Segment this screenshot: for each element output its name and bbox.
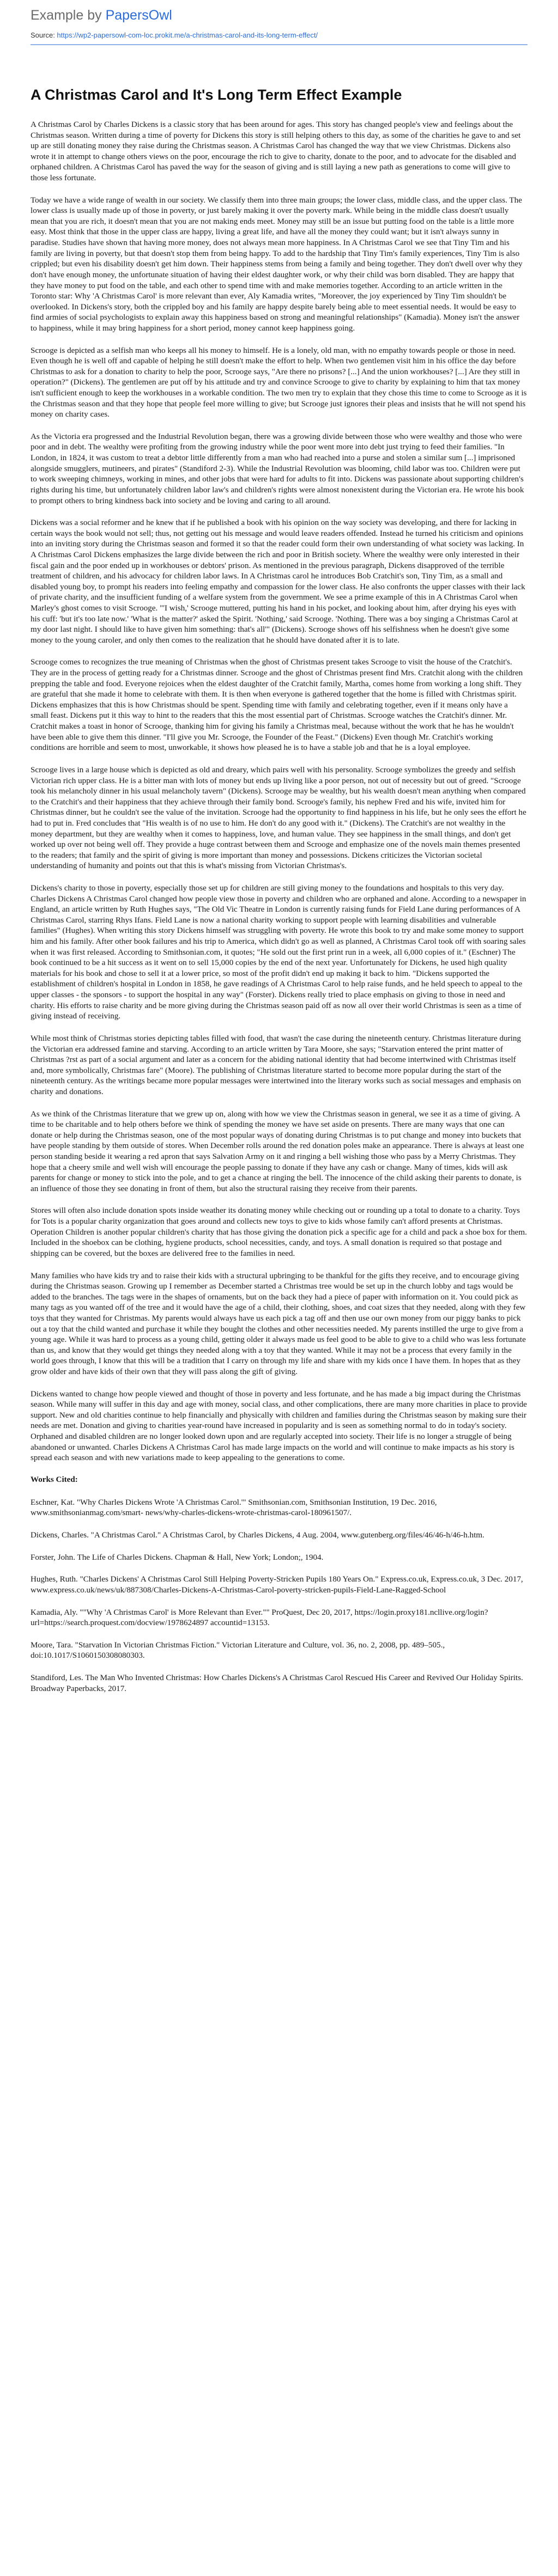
essay-title: A Christmas Carol and It's Long Term Effect Example bbox=[31, 87, 402, 103]
essay-paragraph: Dickens wanted to change how people viewed and thought of those in poverty and less fortunate, and he has made a big impact during the Christmas season. While many will suffer in this day and age with money, social class, and other complications, there are many more charities in place to provide support. New and old charities continue to help financially and physically with children and families during the Christmas season by making sure their needs are met. Donation and giving to charities year-round have increased in popularity and is seen as something normal to do in today's society. Orphaned and disabled children are no longer looked down upon and are regularly accepted into society. Their life is no longer a struggle of being abandoned or unwanted. Charles Dickens A Christmas Carol has made large impacts on the world and will continue to make impacts as his story is spread each season and with new variations made to keep appealing to the generations to come. bbox=[31, 1389, 527, 1463]
essay-paragraph: While most think of Christmas stories depicting tables filled with food, that wasn't the case during the nineteenth century. Christmas literature during the Victorian era addressed famine and starving. According to an article written by Tara Moore, she says; "Starvation entered the print matter of Christmas ?rst as part of a social argument and later as a concern for the abiding national identity that had become intertwined with Christmas itself and, more symbolically, Christmas fare" (Moore). The publishing of Christmas literature started to become more popular during the start of the nineteenth century. As the writings became more popular messages were intertwined into the literary works such as social messages and emphasis on charity and donations. bbox=[31, 1034, 521, 1096]
citation-entry: Forster, John. The Life of Charles Dickens. Chapman & Hall, New York; London;, 1904. bbox=[31, 1553, 324, 1562]
essay-paragraph: Today we have a wide range of wealth in our society. We classify them into three main groups; the lower class, middle class, and the upper class. The lower class is usually made up of those in poverty, or just barely making it over the poverty mark. While being in the middle class doesn't usually mean that you are rich, it doesn't mean that you are not making ends meet. Money may still be an issue but putting food on the table is a little more easy. Most think that those in the upper class are happy, living a great life, and have all the money they could want; but it isn't always sunny in paradise. Studies have shown that having more money, does not always mean more happiness. In A Christmas Carol we see that Tiny Tim and his family are living in poverty, but that doesn't stop them from being happy. To add to the hardship that Tiny Tim's family experiences, Tiny Tim is also crippled; but even his disability doesn't get him down. Their happiness stems from being a family and being together. They don't dwell over why they don't have enough money, the unfortunate situation of having their eldest daughter work, or why their child was born disabled. They are happy that they have money to put food on the table, and each other to spend time with and make memories together. According to an article written in the Toronto star: Why 'A Christmas Carol' is more relevant than ever, Aly Kamadia writes, "Moreover, the joy experienced by Tiny Tim shouldn't be overlooked. In Dickens's story, both the crippled boy and his family are happy despite barely being able to meet essential needs. It would be easy to find armies of social psychologists to explain away this happiness based on strong and meaningful relationships" (Kamadia). Money isn't the answer to happiness, while it may bring happiness for a short period, money cannot keep happiness going. bbox=[31, 196, 523, 333]
brand-prefix: Example by bbox=[31, 8, 106, 23]
essay-paragraph: A Christmas Carol by Charles Dickens is a classic story that has been around for ages. This story has changed people's view and feelings about the Christmas season. Written during a time of poverty for Dickens this story is still helping others to this day, as some of the charities he gave to and set up are still donating money they raise during the Christmas season. A Christmas Carol has changed the way that we view Christmas. Dickens also wrote it in attempt to change others views on the poor, encourage the rich to give to charity, donate to the poor, and to advocate for the disabled and orphaned children. A Christmas Carol has paved the way for the season of giving and is still laying a new path as generations to come will give to those less fortunate. bbox=[31, 120, 521, 183]
essay-paragraph: Many families who have kids try and to raise their kids with a structural upbringing to be thankful for the gifts they receive, and to encourage giving during the Christmas season. Growing up I remember as December started a Christmas tree would be set up in the church lobby and tags would be added to the branches. The tags were in the shapes of ornaments, but on the back they had a piece of paper with information on it. You could pick as many tags as you wanted off of the tree and it would have the age of a child, their clothing, shoes, and coat sizes that they needed, along with they few toys that they wanted for Christmas. My parents would always have us each pick a tag off and then use our own money from our piggy banks to pick out a toy that the child wanted and purchase it while they bought the clothes and other necessities needed. My parents instilled the urge to give from a young age. While it was hard to process as a young child, getting older it always made us feel good to be able to give to a child who was less fortunate than us, and know that they would get things they needed along with a toy that they wanted. While it may not be a process that every family in the world goes through, I know that this will be a tradition that I carry on through my life and share with my kids once I have them. In hopes that as they grow older and have kids of their own that they will pass along the gift of giving. bbox=[31, 1271, 526, 1376]
citation-entry: Standiford, Les. The Man Who Invented Christmas: How Charles Dickens's A Christmas Carol Rescued His Career and Revived Our Holiday Spirits. Broadway Paperbacks, 2017. bbox=[31, 1673, 523, 1693]
essay-paragraph: As we think of the Christmas literature that we grew up on, along with how we view the Christmas season in general, we see it as a time of giving. A time to be charitable and to help others before we think of spending the money we have set aside on presents. There are many ways that one can donate or help during the Christmas season, one of the most popular ways of donating during Christmas is to put change and money into buckets that have people standing by them outside of stores. When December rolls around the red donation poles make an appearance. There is always at least one person standing beside it wearing a red apron that says Salvation Army on it and ringing a bell wishing those who pass by a Merry Christmas. They hope that a cheery smile and well wish will encourage the people passing to donate if they have any cash or change. Many of times, kids will ask parents for change or money to stick into the pole, and to get a chance at ringing the bell. The innocence of the child asking their parents to donate, is an influence of those they see donating in front of them, but also the structural raising they receive from their parents. bbox=[31, 1109, 524, 1193]
citation-entry: Dickens, Charles. "A Christmas Carol." A Christmas Carol, by Charles Dickens, 4 Aug. 2004, www.gutenberg.org/files/46/46-h/46-h.htm. bbox=[31, 1531, 484, 1540]
essay-body bbox=[31, 120, 527, 1464]
citation-entry: Kamadia, Aly. ""Why 'A Christmas Carol' is More Relevant than Ever."" ProQuest, Dec 20, 2017, https://login.proxy181.ncllive.org/login?url=https://search.proquest.com/docview/1978624897 accountid=13153. bbox=[31, 1608, 488, 1628]
brand-header bbox=[31, 8, 527, 23]
citation-entry: Hughes, Ruth. "Charles Dickens' A Christmas Carol Still Helping Poverty-Stricken Pupils 180 Years On." Express.co.uk, Express.co.uk, 3 Dec. 2017, www.express.co.uk/news/uk/887308/Charles-Dickens-A-Christmas-Carol-poverty-stricken-pupils-Field-Lane-Ragged-School bbox=[31, 1575, 523, 1595]
works-cited-section bbox=[31, 1475, 527, 1694]
citation-entry: Moore, Tara. "Starvation In Victorian Christmas Fiction." Victorian Literature and Culture, vol. 36, no. 2, 2008, pp. 489–505., doi:10.1017/S1060150308080303. bbox=[31, 1640, 445, 1661]
source-label: Source: bbox=[31, 31, 57, 39]
essay-paragraph: Scrooge lives in a large house which is depicted as old and dreary, which pairs well with his personality. Scrooge symbolizes the greedy and selfish Victorian rich upper class. He is a bitter man with lots of money but ends up living like a poor person, not out of necessity but out of greed. "Scrooge took his melancholy dinner in his usual melancholy tavern" (Dickens). Scrooge may be wealthy, but his wealth doesn't mean anything when compared to the Cratchit's and their happiness that they achieve through their family bond. Scrooge's family, his nephew Fred and his wife, invited him for Christmas dinner, but he couldn't see the value of the invitation. Scrooge had the opportunity to find happiness in his life, but he only sees the effort he had to put in. Fred concludes that "His wealth is of no use to him. He don't do any good with it." (Dickens). The Cratchit's are not wealthy in the money department, but they are wealthy when it comes to happiness, love, and human value. They see happiness in the small things, and don't get worked up over not being well off. They provide a huge contrast between them and Scrooge and emphasize one of the novels main themes presented to the readers; that family and the spirit of giving is more important than money and possessions. Dickens criticizes the Victorian societal understanding of humanity and points out that this is what's missing from Victorian Christmas's. bbox=[31, 765, 526, 871]
essay-paragraph: Stores will often also include donation spots inside weather its donating money while checking out or rounding up a total to donate to a charity. Toys for Tots is a popular charity organization that goes around and collects new toys to give to kids whose family can't afford presents at Christmas. Operation Children is another popular children's charity that has those giving the donation pick a specific age for a child and pack a shoe box for them. Included in the shoebox can be clothing, hygiene products, school necessities, candy, and toys. A small donation is required so that postage and shipping can be covered, but the boxes are delivered free to the families in need. bbox=[31, 1206, 527, 1258]
citation-entry: Eschner, Kat. "Why Charles Dickens Wrote 'A Christmas Carol.'" Smithsonian.com, Smithsonian Institution, 19 Dec. 2016, www.smithsonianmag.com/smart- news/why-charles-dickens-wrote-christmas-carol-180961507/. bbox=[31, 1498, 437, 1518]
essay-paragraph: As the Victoria era progressed and the Industrial Revolution began, there was a growing divide between those who were wealthy and those who were poor and in debt. The wealthy were profiting from the growing industry while the poor went more into debt just trying to feed their families. "In London, in 1824, it was custom to treat a debtor little differently from a man who had reached into a purse and stolen a similar sum [...] imprisoned alongside smugglers, mutineers, and pirates" (Standiford 2-3). While the Industrial Revolution was blooming, child labor was too. Children were put to work sweeping chimneys, working in mines, and other jobs that were hard for adults to fit into. Dickens was passionate about supporting children's rights during his time, but unfortunately children labor law's and children's rights were almost nonexistent during the Victorian era. He wrote his book to prompt others to bring kindness back into society and be loving and caring to all around. bbox=[31, 432, 524, 505]
essay-paragraph: Scrooge is depicted as a selfish man who keeps all his money to himself. He is a lonely, old man, with no empathy towards people or those in need. Even though he is well off and capable of helping he still doesn't make the effort to help. When two gentlemen visit him in his office the day before Christmas to ask for a donation to charity to help the poor, Scrooge says, "Are there no prisons? [...] And the union workhouses? [...] Are they still in operation?" (Dickens). The gentlemen are put off by his attitude and try and convince Scrooge to give to charity by explaining to him that tax money isn't sufficient enough to keep the workhouses in a workable condition. The two men try to explain that they chose this time to come to Scrooge as it is the Christmas season and that they hope that people feel more willing to give; but Scrooge just ignores their pleas and insists that he will not spend his money on charity cases. bbox=[31, 346, 527, 419]
essay-paragraph: Dickens's charity to those in poverty, especially those set up for children are still giving money to the foundations and hospitals to this very day. Charles Dickens A Christmas Carol changed how people view those in poverty and children who are orphaned and alone. According to a newspaper in England, an article written by Ruth Hughes says, "The Old Vic Theatre in London is currently raising funds for Field Lane during performances of A Christmas Carol, starring Rhys Ifans. Field Lane is now a national charity working to support people with learning disabilities and vulnerable families" (Hughes). When writing this story Dickens himself was struggling with poverty. He wrote this book to try and make some money to support him and his family. After other book failures and his trip to America, which didn't go as well as planned, A Christmas Carol took off with soaring sales when it was first released. According to Smithsonian.com, it quotes; "He sold out the first print run in a week, all 6,000 copies of it." (Eschner) The book continued to be a hit success as it went on to sell 15,000 copies by the end of the next year. Unfortunately for Dickens, he used high quality materials for his book and chose to sell it at a lower price, so most of the profit didn't end up making it back to him. "Dickens supported the establishment of children's hospital in London in 1858, he gave readings of A Christmas Carol to help raise funds, and he held speech to appeal to the upper classes - the sponsors - to support the hospital in any way" (Forster). Dickens really tried to place emphasis on giving to those in need and charity. His efforts to raise charity and be more giving during the Christmas season paid off as now all over their world Christmas is seen as a time of giving instead of receiving. bbox=[31, 884, 526, 1021]
brand-logo-link[interactable]: PapersOwl bbox=[105, 8, 172, 23]
source-line bbox=[31, 31, 527, 45]
works-cited-heading: Works Cited: bbox=[31, 1475, 78, 1484]
essay-paragraph: Dickens was a social reformer and he knew that if he published a book with his opinion on the way society was developing, and there for lacking in certain ways the book would not sell; thus, not getting out his message and would leave readers offended. Instead he turned his criticism and opinions into an inviting story during the Christmas season and formed it so that the reader could form their own understanding of what society was lacking. In A Christmas Carol Dickens emphasizes the large divide between the rich and poor in British society. Where the wealthy were only interested in their fiscal gain and the poor ended up in workhouses or debtors' prison. As mentioned in the previous paragraph, Dickens disapproved of the terrible treatment of children, and his advocacy for children labor laws. In A Christmas carol he introduces Bob Cratchit's son, Tiny Tim, as a small and disabled young boy, to prompt his readers into feeling empathy and compassion for the lower class. He also confronts the upper classes with their lack of private charity, and the insufficient funding of a welfare system from the government. We see a prime example of this in A Christmas Carol when Marley's ghost comes to visit Scrooge. "'I wish,' Scrooge muttered, putting his hand in his pocket, and looking about him, after drying his eyes with his cuff: 'but it's too late now.' 'What is the matter?' asked the Spirit. 'Nothing,' said Scrooge. 'Nothing. There was a boy singing a Christmas Carol at my door last night. I should like to have given him something: that's all'" (Dickens). Scrooge shows off his selfishness when he doesn't give some money to the young caroler, and only then comes to the realization that he should have donated after it is to late. bbox=[31, 518, 525, 645]
essay-paragraph: Scrooge comes to recognizes the true meaning of Christmas when the ghost of Christmas present takes Scrooge to visit the house of the Cratchit's. They are in the process of getting ready for a Christmas dinner. Scrooge and the ghost of Christmas present find Mrs. Cratchit along with the children prepping the table and food. Everyone rejoices when the eldest daughter of the Cratchit family, Martha, comes home from working a long shift. They are grateful that she made it home to celebrate with them. It is then when everyone is gathered together that the home is filled with Christmas spirit. Dickens emphasizes that this is how Christmas should be spent. Spending time with family and celebrating together, even if it means only have a small feast. Dickens put it this way to hint to the readers that this the most essential part of Christmas. Scrooge watches the Cratchit's dinner. Mr. Cratchit makes a toast in honor of Scrooge, thanking him for giving his family a Christmas meal, because without the work that he has he wouldn't have been able to give them this dinner. "I'll give you Mr. Scrooge, the Founder of the Feast." (Dickens) Even though Mr. Cratchit's working conditions are horrible and seem to most, unworkable, it shows how pleased he is to have a stable job and that he is a loyal employee. bbox=[31, 658, 523, 753]
source-link[interactable]: https://wp2-papersowl-com-loc.prokit.me/a-christmas-carol-and-its-long-term-effect/ bbox=[57, 31, 318, 39]
